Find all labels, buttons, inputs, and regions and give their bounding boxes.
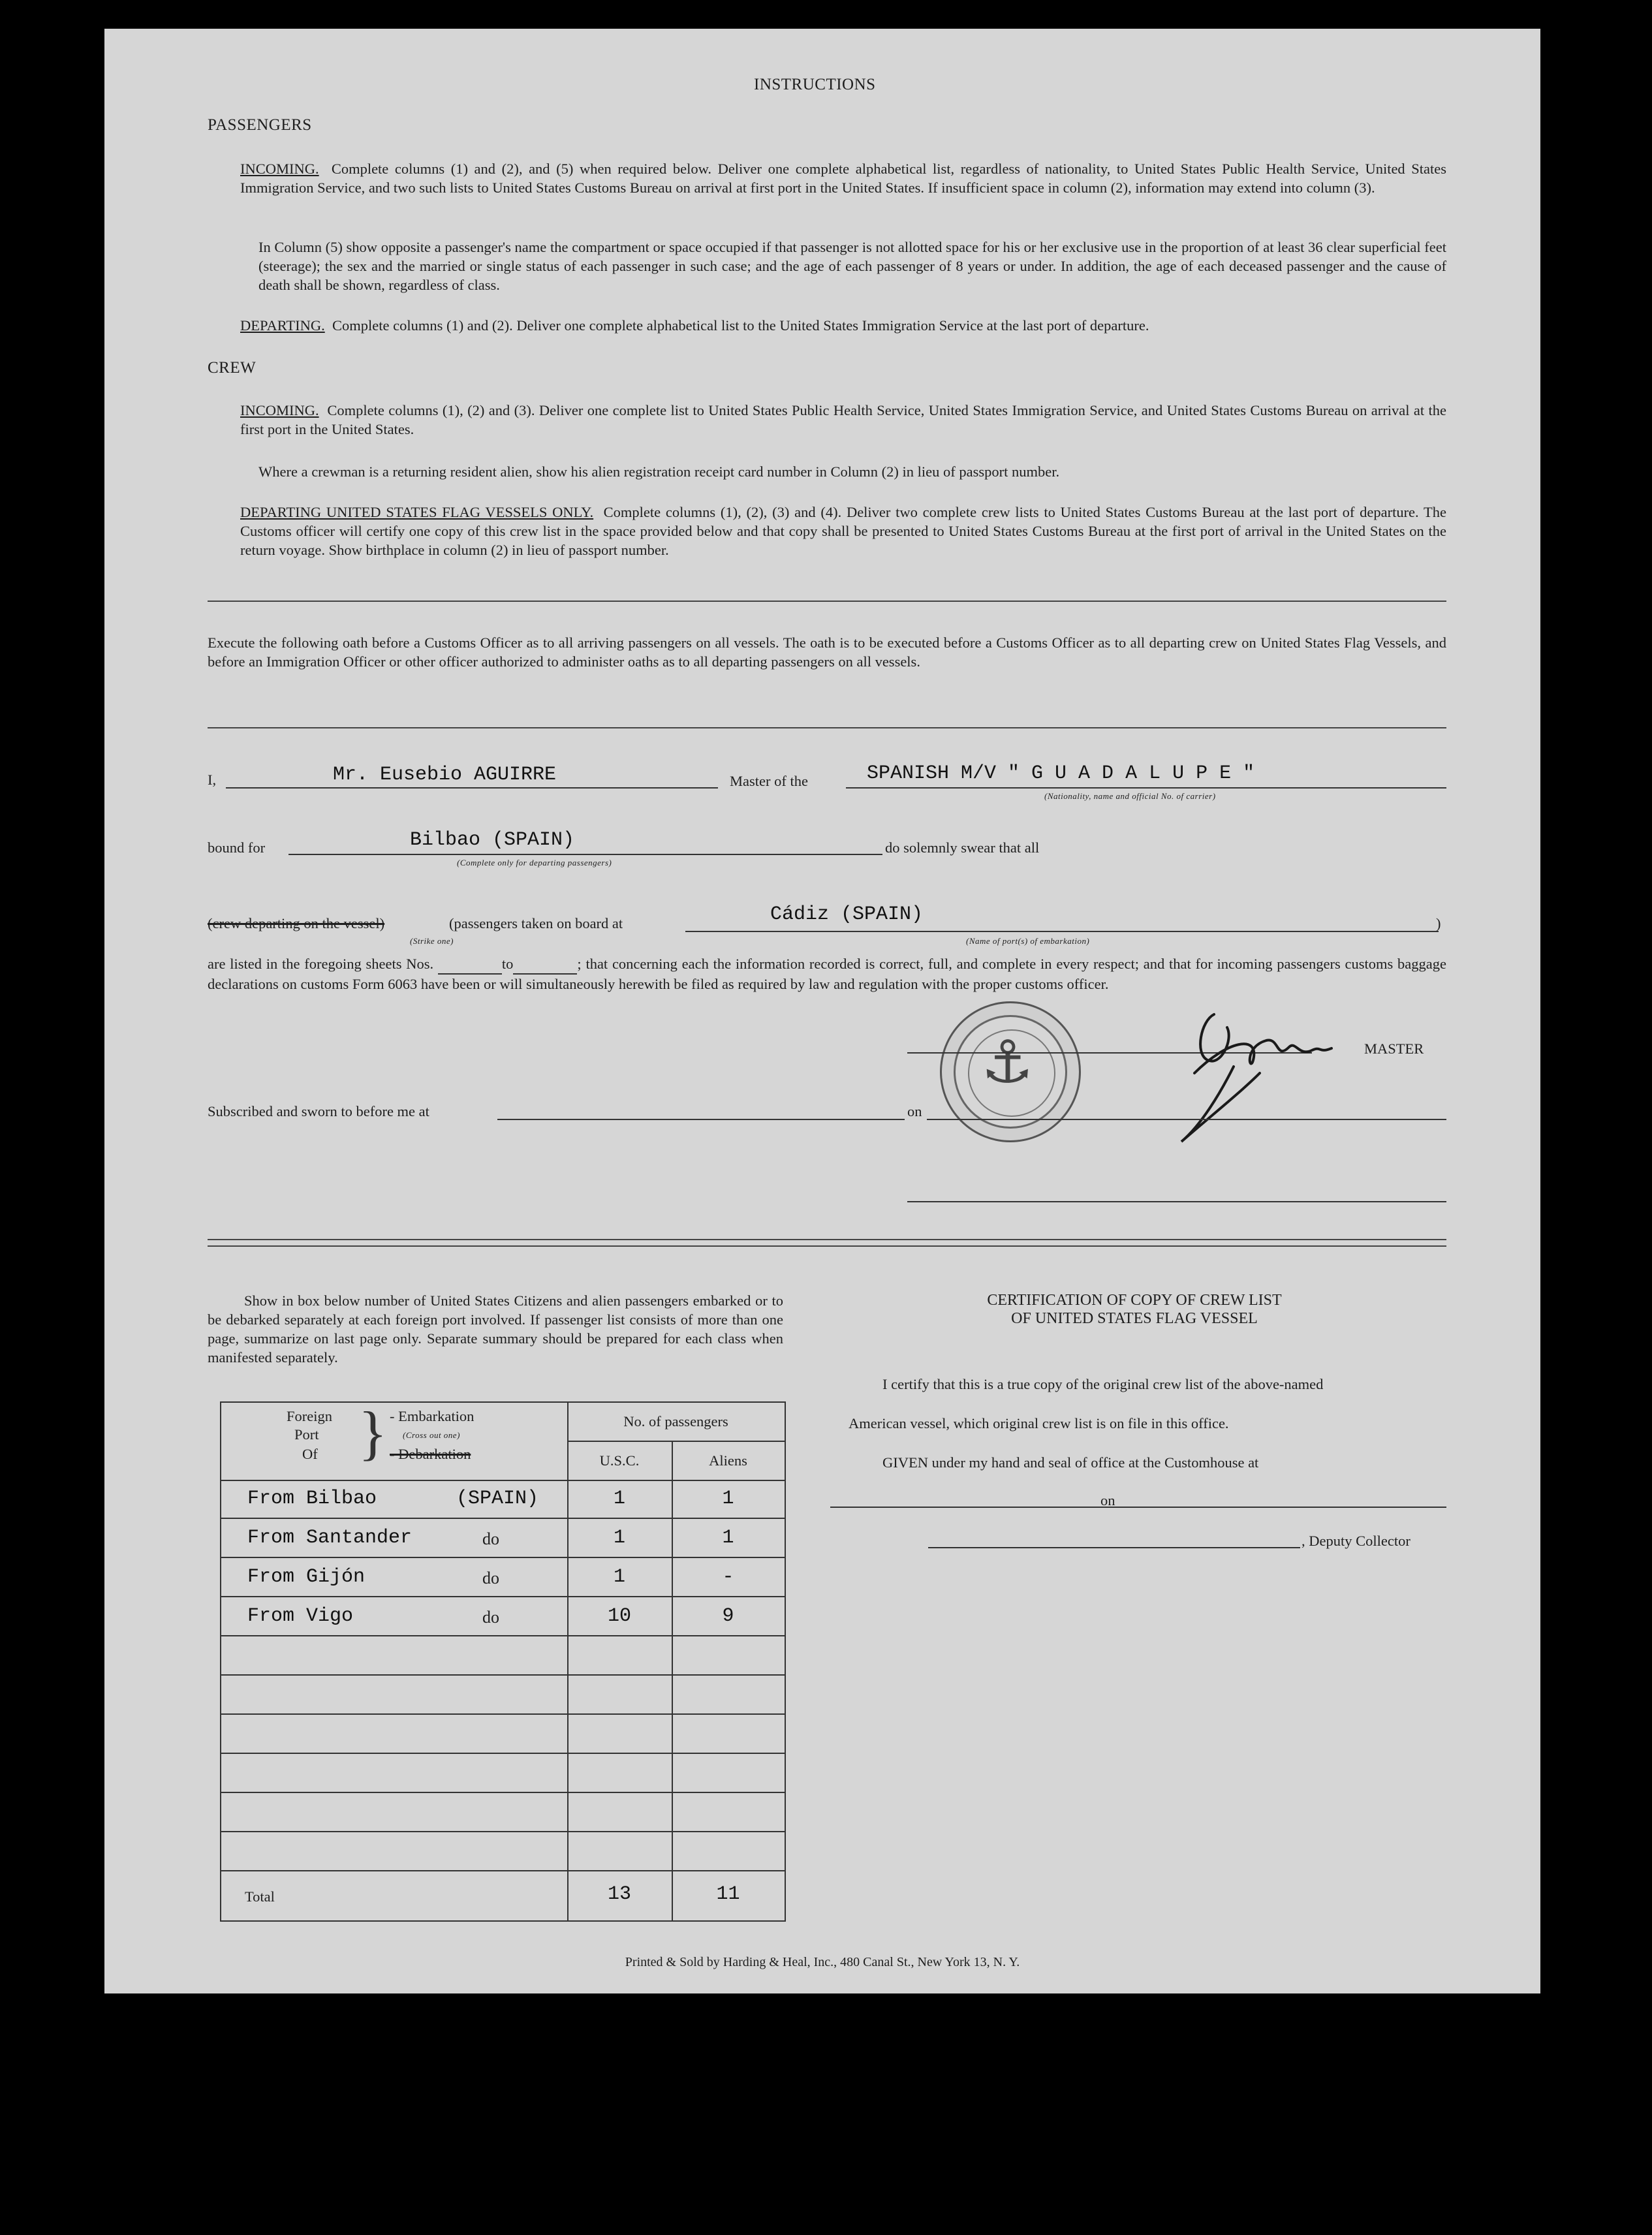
row-usc: 10 xyxy=(607,1605,631,1627)
certification-title-2: OF UNITED STATES FLAG VESSEL xyxy=(1011,1310,1258,1327)
passengers-departing-text: Complete columns (1) and (2). Deliver one complete alphabetical list to the United States Immigration Service at the last port of departure. xyxy=(332,317,1149,334)
row-usc: 1 xyxy=(613,1566,625,1588)
embark-close-paren: ) xyxy=(1436,915,1441,931)
header-of: Of xyxy=(302,1446,318,1462)
master-of-label: Master of the xyxy=(730,773,808,789)
header-foreign: Foreign xyxy=(287,1408,332,1424)
bound-for-line xyxy=(288,854,882,855)
table-row-divider xyxy=(221,1596,785,1597)
summary-instructions: Show in box below number of United States Citizens and alien passengers embarked or to be debarked separately at each foreign port involved. If passenger list consists of more than one page, summarize on last page only. Separate summary should be prepared for each class when manifested separately. xyxy=(208,1292,783,1366)
subscribed-on-label: on xyxy=(907,1103,922,1119)
bound-for-value: Bilbao (SPAIN) xyxy=(410,829,575,851)
header-usc: U.S.C. xyxy=(599,1452,640,1469)
divider xyxy=(208,727,1446,728)
passengers-departing-paragraph xyxy=(240,316,1446,335)
strike-caption: (Strike one) xyxy=(410,936,454,946)
row-note: do xyxy=(482,1569,499,1587)
carrier-line xyxy=(846,787,1446,789)
row-note: do xyxy=(482,1608,499,1627)
row-port: From Santander xyxy=(247,1527,413,1549)
bound-caption: (Complete only for departing passengers) xyxy=(457,858,612,867)
table-row-divider xyxy=(221,1713,785,1715)
master-label: MASTER xyxy=(1364,1040,1424,1057)
header-aliens: Aliens xyxy=(709,1452,747,1469)
crew-incoming-paragraph xyxy=(240,401,1446,439)
row-usc: 1 xyxy=(613,1488,625,1510)
bound-for-label: bound for xyxy=(208,839,266,856)
header-port: Port xyxy=(294,1426,319,1443)
certification-text-1: I certify that this is a true copy of the original crew list of the above-named xyxy=(882,1376,1324,1392)
document-page xyxy=(104,29,1540,1993)
ship-seal-stamp xyxy=(940,1001,1081,1142)
passenger-summary-table xyxy=(220,1401,786,1922)
header-cross-out: (Cross out one) xyxy=(403,1430,460,1440)
table-row-divider xyxy=(221,1792,785,1793)
crew-incoming-text: Complete columns (1), (2) and (3). Deliver one complete list to United States Public Health Service, United States Immigration Service, and United States Customs Bureau on arrival at the first port in the United States. xyxy=(240,402,1447,437)
sheet-from-blank xyxy=(438,954,502,975)
table-row-divider xyxy=(221,1753,785,1754)
certification-title-1: CERTIFICATION OF COPY OF CREW LIST xyxy=(987,1292,1282,1309)
row-note: do xyxy=(482,1529,499,1548)
header-embarkation: - Embarkation xyxy=(390,1408,475,1424)
oath-intro: Execute the following oath before a Customs Officer as to all arriving passengers on all vessels. The oath is to be executed before a Customs Officer as to all departing crew on United States Flag Vessels, and before an Immigration Officer or other officer authorized to administer oaths as to all departing passengers on all vessels. xyxy=(208,634,1446,670)
passengers-incoming-text: Complete columns (1) and (2), and (5) when required below. Deliver one complete alphabetical list, regardless of nationality, to United States Public Health Service, United States Immigration Service, and two such lists to United States Customs Bureau on arrival at first port in the United States. If insufficient space in column (2), information may extend into column (3). xyxy=(240,161,1447,196)
table-row-divider xyxy=(221,1831,785,1832)
crew-departing-label: DEPARTING UNITED STATES FLAG VESSELS ONLY. xyxy=(240,504,594,520)
row-aliens: 1 xyxy=(722,1527,734,1549)
row-port: From Bilbao xyxy=(247,1488,377,1510)
subscribed-label: Subscribed and sworn to before me at xyxy=(208,1103,429,1119)
crew-departing-text: Complete columns (1), (2), (3) and (4). Deliver two complete crew lists to United States Customs Bureau at the last port of departure. The Customs officer will certify one copy of this crew list in the space provided below and that copy shall be presented to United States Customs Bureau at the first port of arrival in the United States on the return voyage. Show birthplace in column (2) in lieu of passport number. xyxy=(240,504,1446,558)
certification-text-3: GIVEN under my hand and seal of office at the Customhouse at xyxy=(882,1454,1259,1471)
sheet-to-blank xyxy=(513,954,577,975)
subscribed-date-line xyxy=(927,1119,1446,1120)
master-name-line xyxy=(226,787,718,789)
resident-alien-paragraph: Where a crewman is a returning resident alien, show his alien registration receipt card number in Column (2) in lieu of passport number. xyxy=(258,463,1060,480)
deputy-signature-line xyxy=(928,1547,1300,1548)
row-aliens: - xyxy=(722,1566,734,1588)
crew-heading: CREW xyxy=(208,359,257,377)
struck-crew-text: (crew departing on the vessel) xyxy=(208,915,385,931)
header-debarkation: - Debarkation xyxy=(390,1446,471,1462)
crew-departing-paragraph xyxy=(240,503,1446,559)
passengers-heading: PASSENGERS xyxy=(208,116,312,134)
certification-on-label: on xyxy=(1100,1492,1115,1508)
total-label: Total xyxy=(245,1888,275,1905)
passengers-departing-label: DEPARTING. xyxy=(240,317,325,334)
master-name: Mr. Eusebio AGUIRRE xyxy=(333,764,557,786)
officer-signature-line xyxy=(907,1201,1446,1202)
table-row-divider xyxy=(221,1557,785,1558)
divider xyxy=(208,601,1446,602)
row-note: (SPAIN) xyxy=(456,1488,539,1510)
listed-text-2: ; that concerning each the information recorded is correct, full, and complete in every respect; and that for incoming passengers customs baggage declarations on customs Form 6063 have been or will simultaneously herewith be filed as required by law and regulation with the proper customs officer. xyxy=(208,956,1446,992)
table-col-divider xyxy=(672,1441,673,1920)
table-row-divider xyxy=(221,1674,785,1676)
passengers-incoming-label: INCOMING. xyxy=(240,161,319,177)
row-aliens: 1 xyxy=(722,1488,734,1510)
column5-paragraph: In Column (5) show opposite a passenger's name the compartment or space occupied if that passenger is not allotted space for his or her exclusive use in the proportion of at least 36 clear superficial feet (steerage); the sex and the married or single status of each passenger in such case; and the age of each passenger of 8 years or under. In addition, the age of each deceased passenger and the cause of death shall be shown, regardless of class. xyxy=(258,239,1446,293)
oath-body xyxy=(208,954,1446,993)
table-row-divider xyxy=(221,1870,785,1871)
subscribed-place-line xyxy=(497,1119,905,1120)
total-usc: 13 xyxy=(607,1883,631,1905)
header-brace: } xyxy=(358,1399,388,1466)
table-row-divider xyxy=(221,1635,785,1636)
listed-text-1: are listed in the foregoing sheets Nos. xyxy=(208,956,434,972)
row-port: From Vigo xyxy=(247,1605,354,1627)
certification-date-line xyxy=(1119,1507,1446,1508)
embark-caption: (Name of port(s) of embarkation) xyxy=(966,936,1090,946)
total-aliens: 11 xyxy=(716,1883,740,1905)
row-aliens: 9 xyxy=(722,1605,734,1627)
divider xyxy=(208,1245,1446,1247)
printer-footer: Printed & Sold by Harding & Heal, Inc., 480 Canal St., New York 13, N. Y. xyxy=(625,1955,1020,1969)
embark-port-line xyxy=(685,931,1439,932)
anchor-icon: ⚓ xyxy=(981,1028,1034,1097)
deputy-collector-label: , Deputy Collector xyxy=(1301,1533,1410,1549)
certification-text-2: American vessel, which original crew list is on file in this office. xyxy=(849,1415,1229,1431)
carrier-caption: (Nationality, name and official No. of carrier) xyxy=(1044,791,1216,801)
instructions-heading: INSTRUCTIONS xyxy=(754,76,876,93)
header-no-passengers: No. of passengers xyxy=(623,1413,728,1430)
divider xyxy=(208,1239,1446,1240)
carrier-name: SPANISH M/V " G U A D A L U P E " xyxy=(867,762,1255,785)
embark-port-value: Cádiz (SPAIN) xyxy=(770,903,924,926)
to-label: to xyxy=(501,956,514,972)
master-signature xyxy=(1155,995,1377,1151)
table-row-divider xyxy=(221,1518,785,1519)
passengers-incoming-paragraph xyxy=(240,159,1446,197)
table-row-divider xyxy=(567,1441,785,1442)
swear-text: do solemnly swear that all xyxy=(885,839,1040,856)
passengers-taken-label: (passengers taken on board at xyxy=(449,915,623,931)
table-header-divider xyxy=(221,1480,785,1481)
row-port: From Gijón xyxy=(247,1566,366,1588)
row-usc: 1 xyxy=(613,1527,625,1549)
crew-incoming-label: INCOMING. xyxy=(240,402,319,418)
oath-i-label: I, xyxy=(208,772,217,788)
